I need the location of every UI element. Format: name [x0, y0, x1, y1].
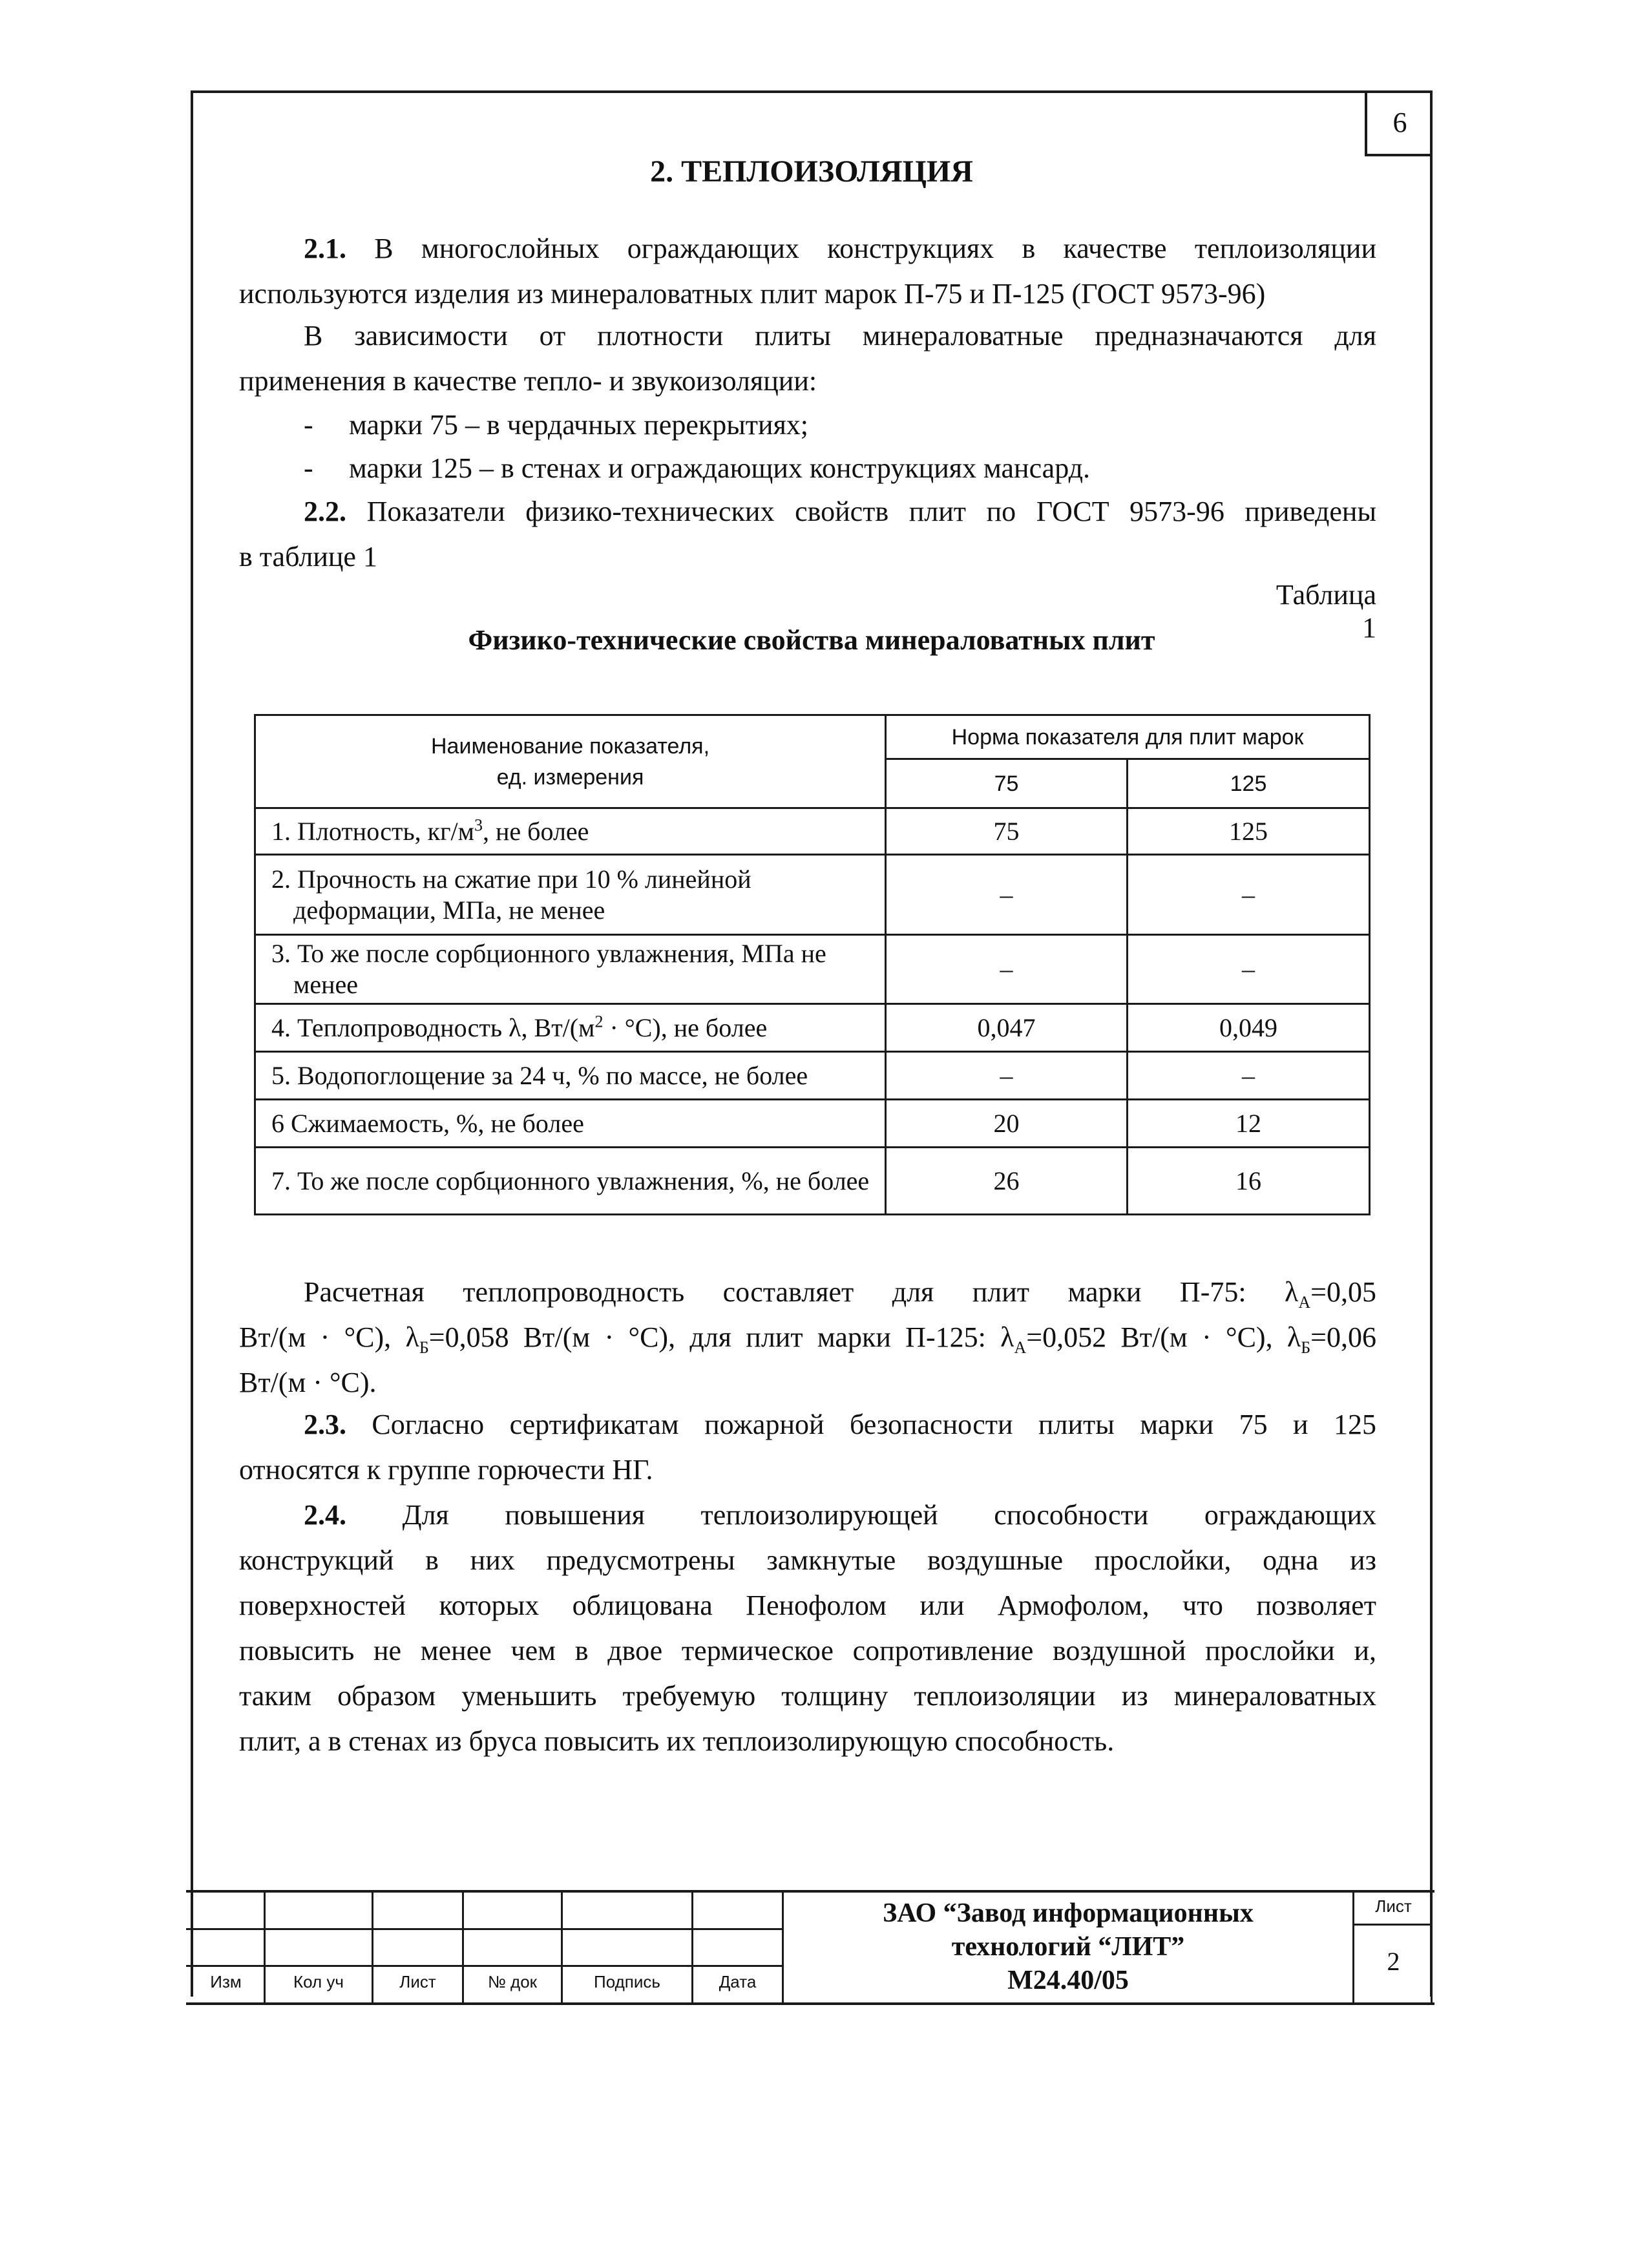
sheet-number: 2: [1387, 1947, 1400, 1976]
list-item: [304, 403, 808, 448]
text-line: плит, а в стенах из бруса повысить их теплоизолирующую способность.: [239, 1725, 1115, 1757]
paragraph-number: 2.1.: [304, 233, 346, 264]
paragraph-2-4: [239, 1493, 1376, 1764]
row-value-125: 0,049: [1128, 1004, 1370, 1052]
sheet-label: Лист: [1375, 1896, 1412, 1916]
header-name-cell: [255, 715, 886, 808]
text-line: В многослойных ограждающих конструкциях в качестве теплоизоляции: [374, 233, 1377, 264]
properties-table: [254, 714, 1371, 1215]
grid-line: [1352, 1924, 1433, 1926]
paragraph-2-3: [239, 1402, 1376, 1493]
row-name: 1. Плотность, $кг/м^3$, не более: [255, 808, 886, 855]
text-line: используются изделия из минераловатных плит марок П-75 и П-125 (ГОСТ 9573-96): [239, 278, 1266, 310]
paragraph-density: [239, 313, 1376, 404]
row-value-125: 12: [1128, 1100, 1370, 1148]
text-line: применения в качестве тепло- и звукоизоляции:: [239, 365, 817, 397]
text-line: Вт/(м · °С), $\lambda_Б=0,058$ Вт/(м · °С), для плит марки П-125: $\lambda_А=0,052$ Вт/(м · °С), $\lambda_Б=0,06$: [239, 1321, 1376, 1357]
text-line: Вт/(м · °С).: [239, 1367, 377, 1398]
paragraph-calc: [239, 1270, 1376, 1405]
text-line: В зависимости от плотности плиты минераловатные предназначаются для: [304, 320, 1376, 352]
table-row: [255, 855, 1370, 935]
list-dash: -: [304, 409, 313, 441]
table-row: [255, 1052, 1370, 1100]
list-dash: -: [304, 452, 313, 484]
list-item: [304, 446, 1090, 491]
grid-line: [186, 1965, 782, 1967]
row-value-125: –: [1128, 1052, 1370, 1100]
row-value-75: 75: [886, 808, 1128, 855]
list-item-text: марки 125 – в стенах и ограждающих конструкциях мансард.: [349, 452, 1091, 484]
label-signature: Подпись: [594, 1972, 660, 1991]
text-line: Согласно сертификатам пожарной безопасности плиты марки 75 и 125: [372, 1409, 1377, 1440]
list-item-text: марки 75 – в чердачных перекрытиях;: [349, 409, 809, 441]
text-line: Расчетная теплопроводность составляет для плит марки П-75: $\lambda_А=0,05$: [304, 1276, 1376, 1312]
label-izm: Изм: [210, 1972, 242, 1991]
document-code: М24.40/05: [1007, 1966, 1129, 1995]
row-value-125: 125: [1128, 808, 1370, 855]
paragraph-number: 2.2.: [304, 496, 346, 527]
text-line: поверхностей которых облицована Пенофолом или Армофолом, что позволяет: [239, 1590, 1376, 1621]
table-row: [255, 935, 1370, 1004]
row-name: 4. Теплопроводность λ, $Вт/(м^2 \cdot ^\circ С)$, не более: [255, 1004, 886, 1052]
row-value-125: 16: [1128, 1148, 1370, 1215]
row-name: 2. Прочность на сжатие при 10 % линейной деформации, МПа, не менее: [255, 855, 886, 935]
text-line: Показатели физико-технических свойств плит по ГОСТ 9573-96 приведены: [366, 496, 1377, 527]
table-caption: Таблица 1: [1276, 579, 1376, 644]
row-value-125: –: [1128, 935, 1370, 1004]
row-name: 7. То же после сорбционного увлажнения, %, не более: [255, 1148, 886, 1215]
company-block: [784, 1896, 1352, 1997]
row-name: 6 Сжимаемость, %, не более: [255, 1100, 886, 1148]
page-number: 6: [1365, 90, 1433, 156]
paragraph-2-1: [239, 226, 1376, 317]
table-title: Физико-технические свойства минераловатных плит: [468, 624, 1155, 656]
row-name: 5. Водопоглощение за 24 ч, % по массе, не более: [255, 1052, 886, 1100]
label-date: Дата: [719, 1972, 757, 1991]
row-value-75: 26: [886, 1148, 1128, 1215]
row-value-75: –: [886, 935, 1128, 1004]
table-row: [255, 1004, 1370, 1052]
row-value-125: –: [1128, 855, 1370, 935]
paragraph-2-2: [239, 489, 1376, 580]
company-name-line2: технологий “ЛИТ”: [951, 1932, 1185, 1962]
table-row: [255, 1100, 1370, 1148]
paragraph-number: 2.3.: [304, 1409, 346, 1440]
header-col-75: 75: [886, 759, 1128, 808]
company-name: ЗАО “Завод информационных: [883, 1898, 1254, 1928]
text-line: конструкций в них предусмотрены замкнутые воздушные прослойки, одна из: [239, 1544, 1376, 1576]
text-line: повысить не менее чем в двое термическое сопротивление воздушной прослойки и,: [239, 1635, 1376, 1666]
row-name: 3. То же после сорбционного увлажнения, МПа не менее: [255, 935, 886, 1004]
header-col-125: 125: [1128, 759, 1370, 808]
text-line: в таблице 1: [239, 541, 377, 572]
label-kol-uch: Кол уч: [293, 1972, 344, 1991]
text-line: относятся к группе горючести НГ.: [239, 1454, 653, 1486]
header-norm: Норма показателя для плит марок: [886, 715, 1370, 759]
label-doc: № док: [487, 1972, 538, 1991]
grid-line: [186, 1928, 782, 1930]
text-line: Для повышения теплоизолирующей способности ограждающих: [402, 1499, 1377, 1531]
text-line: таким образом уменьшить требуемую толщину теплоизоляции из минераловатных: [239, 1680, 1376, 1712]
header-name-units: ед. измерения: [496, 764, 644, 790]
header-name: Наименование показателя,: [430, 733, 710, 759]
row-value-75: 20: [886, 1100, 1128, 1148]
label-list: Лист: [399, 1972, 436, 1991]
table-row: [255, 1148, 1370, 1215]
row-value-75: 0,047: [886, 1004, 1128, 1052]
row-value-75: –: [886, 855, 1128, 935]
row-value-75: –: [886, 1052, 1128, 1100]
section-title: 2. ТЕПЛОИЗОЛЯЦИЯ: [650, 154, 973, 189]
table-row: [255, 808, 1370, 855]
paragraph-number: 2.4.: [304, 1499, 346, 1531]
